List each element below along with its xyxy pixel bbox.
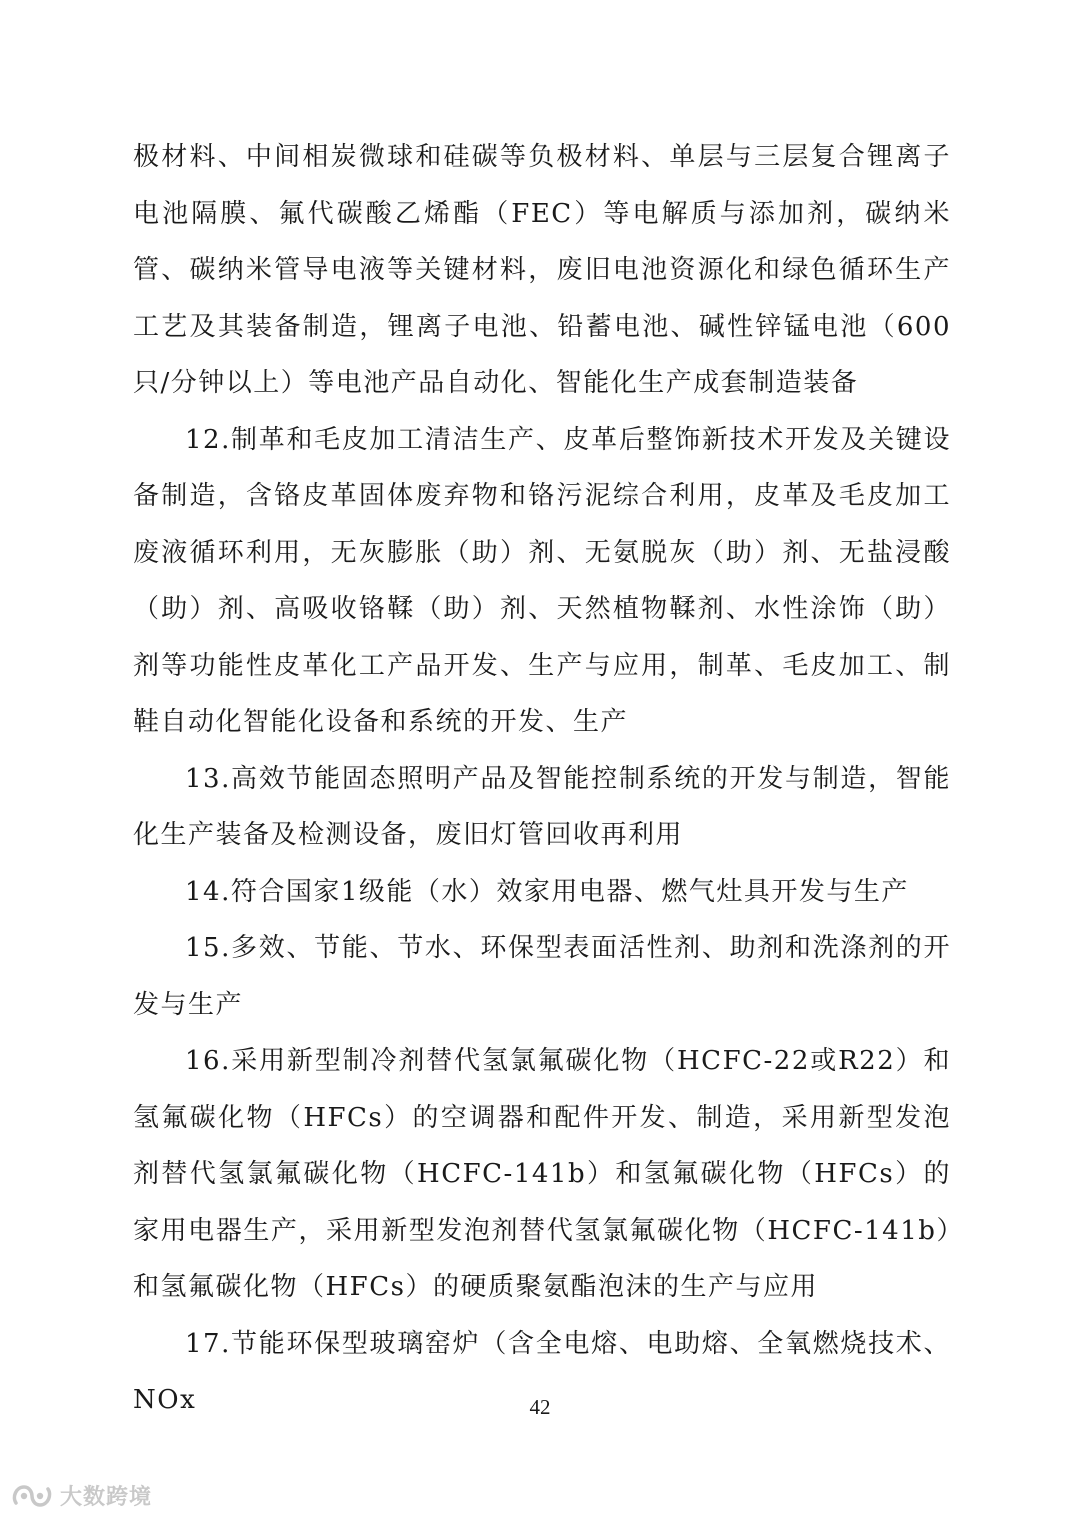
paragraph-item-15: 15.多效、节能、节水、环保型表面活性剂、助剂和洗涤剂的开发与生产 (133, 933, 951, 1020)
watermark (10, 1480, 152, 1511)
paragraph-item-14: 14.符合国家1级能（水）效家用电器、燃气灶具开发与生产 (185, 876, 909, 907)
brand-logo-icon (10, 1481, 54, 1511)
page-number: 42 (529, 1395, 551, 1419)
watermark-text: 大数跨境 (60, 1485, 153, 1510)
paragraph-item-12: 12.制革和毛皮加工清洁生产、皮革后整饰新技术开发及关键设备制造，含铬皮革固体废弃物和铬污泥综合利用，皮革及毛皮加工废液循环利用，无灰膨胀（助）剂、无氨脱灰（助）剂、无盐浸酸（助）剂、高吸收铬鞣（助）剂、天然植物鞣剂、水性涂饰（助）剂等功能性皮革化工产品开发、生产与应用，制革、毛皮加工、制鞋自动化智能化设备和系统的开发、生产 (133, 424, 951, 737)
paragraph-item-16: 16.采用新型制冷剂替代氢氯氟碳化物（HCFC-22或R22）和氢氟碳化物（HFCs）的空调器和配件开发、制造，采用新型发泡剂替代氢氯氟碳化物（HCFC-141b）和氢氟碳化物（HFCs）的家用电器生产，采用新型发泡剂替代氢氯氟碳化物（HCFC-141b）和氢氟碳化物（HFCs）的硬质聚氨酯泡沫的生产与应用 (133, 1046, 951, 1302)
document-body (133, 129, 951, 1429)
paragraph-item-17: 17.节能环保型玻璃窑炉（含全电熔、电助熔、全氧燃烧技术、NOx (133, 1328, 951, 1415)
paragraph-continuation: 极材料、中间相炭微球和硅碳等负极材料、单层与三层复合锂离子电池隔膜、氟代碳酸乙烯酯（FEC）等电解质与添加剂，碳纳米管、碳纳米管导电液等关键材料，废旧电池资源化和绿色循环生产工艺及其装备制造，锂离子电池、铅蓄电池、碱性锌锰电池（600只/分钟以上）等电池产品自动化、智能化生产成套制造装备 (133, 142, 951, 398)
paragraph-item-13: 13.高效节能固态照明产品及智能控制系统的开发与制造，智能化生产装备及检测设备，废旧灯管回收再利用 (133, 763, 951, 850)
